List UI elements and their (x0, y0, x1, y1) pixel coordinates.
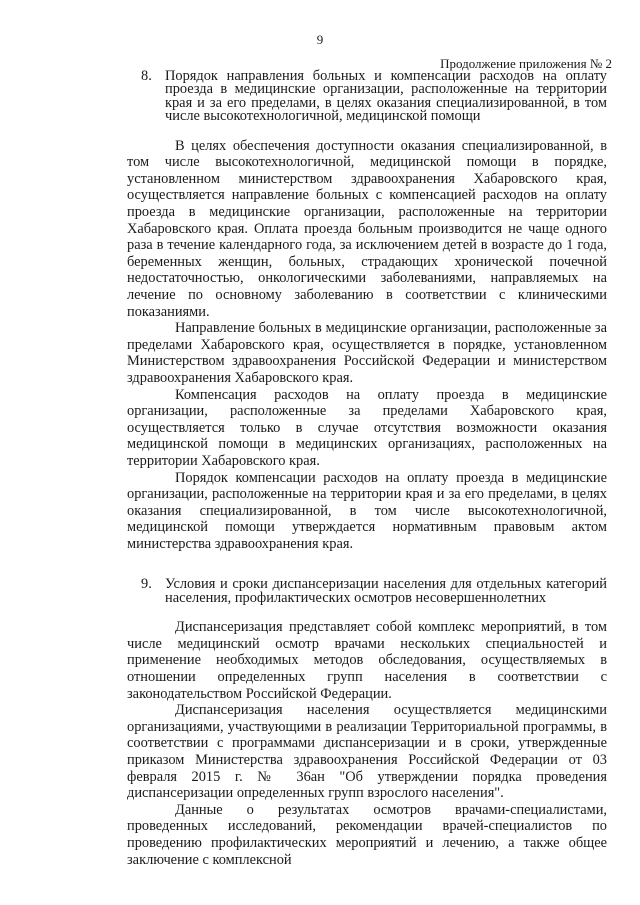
section-number: 9. (141, 576, 152, 593)
section-heading-9 (127, 578, 607, 605)
section-number: 8. (141, 68, 152, 84)
paragraph: В целях обеспечения доступности оказания специализированной, в том числе высокотехнологичной, медицинской помощи в порядке, установленном министерством здравоохранения Хабаровского края, осуществляется направление больных с компенсацией расходов на оплату проезда в медицинские организации, расположенные на территории Хабаровского края. Оплата проезда больным производится не чаще одного раза в течение календарного года, за исключением детей в возрасте до 1 года, беременных женщин, больных, страдающих хронической почечной недостаточностью, онкологическими заболеваниями, направляемых на лечение по основному заболеванию в соответствии с клиническими показаниями. (127, 137, 607, 320)
page-number: 9 (316, 32, 324, 47)
section-heading-8 (127, 70, 607, 124)
document-body (127, 70, 607, 868)
paragraph: Диспансеризация населения осуществляется медицинскими организациями, участвующими в реализации Территориальной программы, в соответствии с программами диспансеризации и в сроки, утвержденные приказом Министерства здравоохранения Российской Федерации от 03 февраля 2015 г. № 36ан "Об утверждении порядка проведения диспансеризации определенных групп взрослого населения". (127, 702, 607, 802)
paragraph: Компенсация расходов на оплату проезда в медицинские организации, расположенные за пределами Хабаровского края, осуществляется только в случае отсутствия возможности оказания медицинской помощи в медицинских организациях, расположенных на территории Хабаровского края. (127, 386, 607, 469)
appendix-note: Продолжение приложения № 2 (440, 56, 612, 71)
section-title: Порядок направления больных и компенсации расходов на оплату проезда в медицинские организации, расположенные на территории края и за его пределами, в целях оказания специализированной, в том числе высокотехнологичной, медицинской помощи (165, 68, 607, 125)
section-title: Условия и сроки диспансеризации населения для отдельных категорий населения, профилактических осмотров несовершеннолетних (165, 576, 607, 606)
paragraph: Направление больных в медицинские организации, расположенные за пределами Хабаровского края, осуществляется в порядке, установленном Министерством здравоохранения Российской Федерации и министерством здравоохранения Хабаровского края. (127, 320, 607, 386)
paragraph: Данные о результатах осмотров врачами-специалистами, проведенных исследований, рекомендации врачей-специалистов по проведению профилактических мероприятий и лечению, а также общее заключение с комплексной (127, 801, 607, 868)
paragraph: Порядок компенсации расходов на оплату проезда в медицинские организации, расположенные на территории края и за его пределами, в целях оказания специализированной, в том числе высокотехнологичной, медицинской помощи утверждается нормативным правовым актом министерства здравоохранения края. (127, 469, 607, 552)
paragraph: Диспансеризация представляет собой комплекс мероприятий, в том числе медицинский осмотр врачами нескольких специальностей и применение необходимых методов обследования, осуществляемых в отношении определенных групп населения в соответствии с законодательством Российской Федерации. (127, 619, 607, 702)
